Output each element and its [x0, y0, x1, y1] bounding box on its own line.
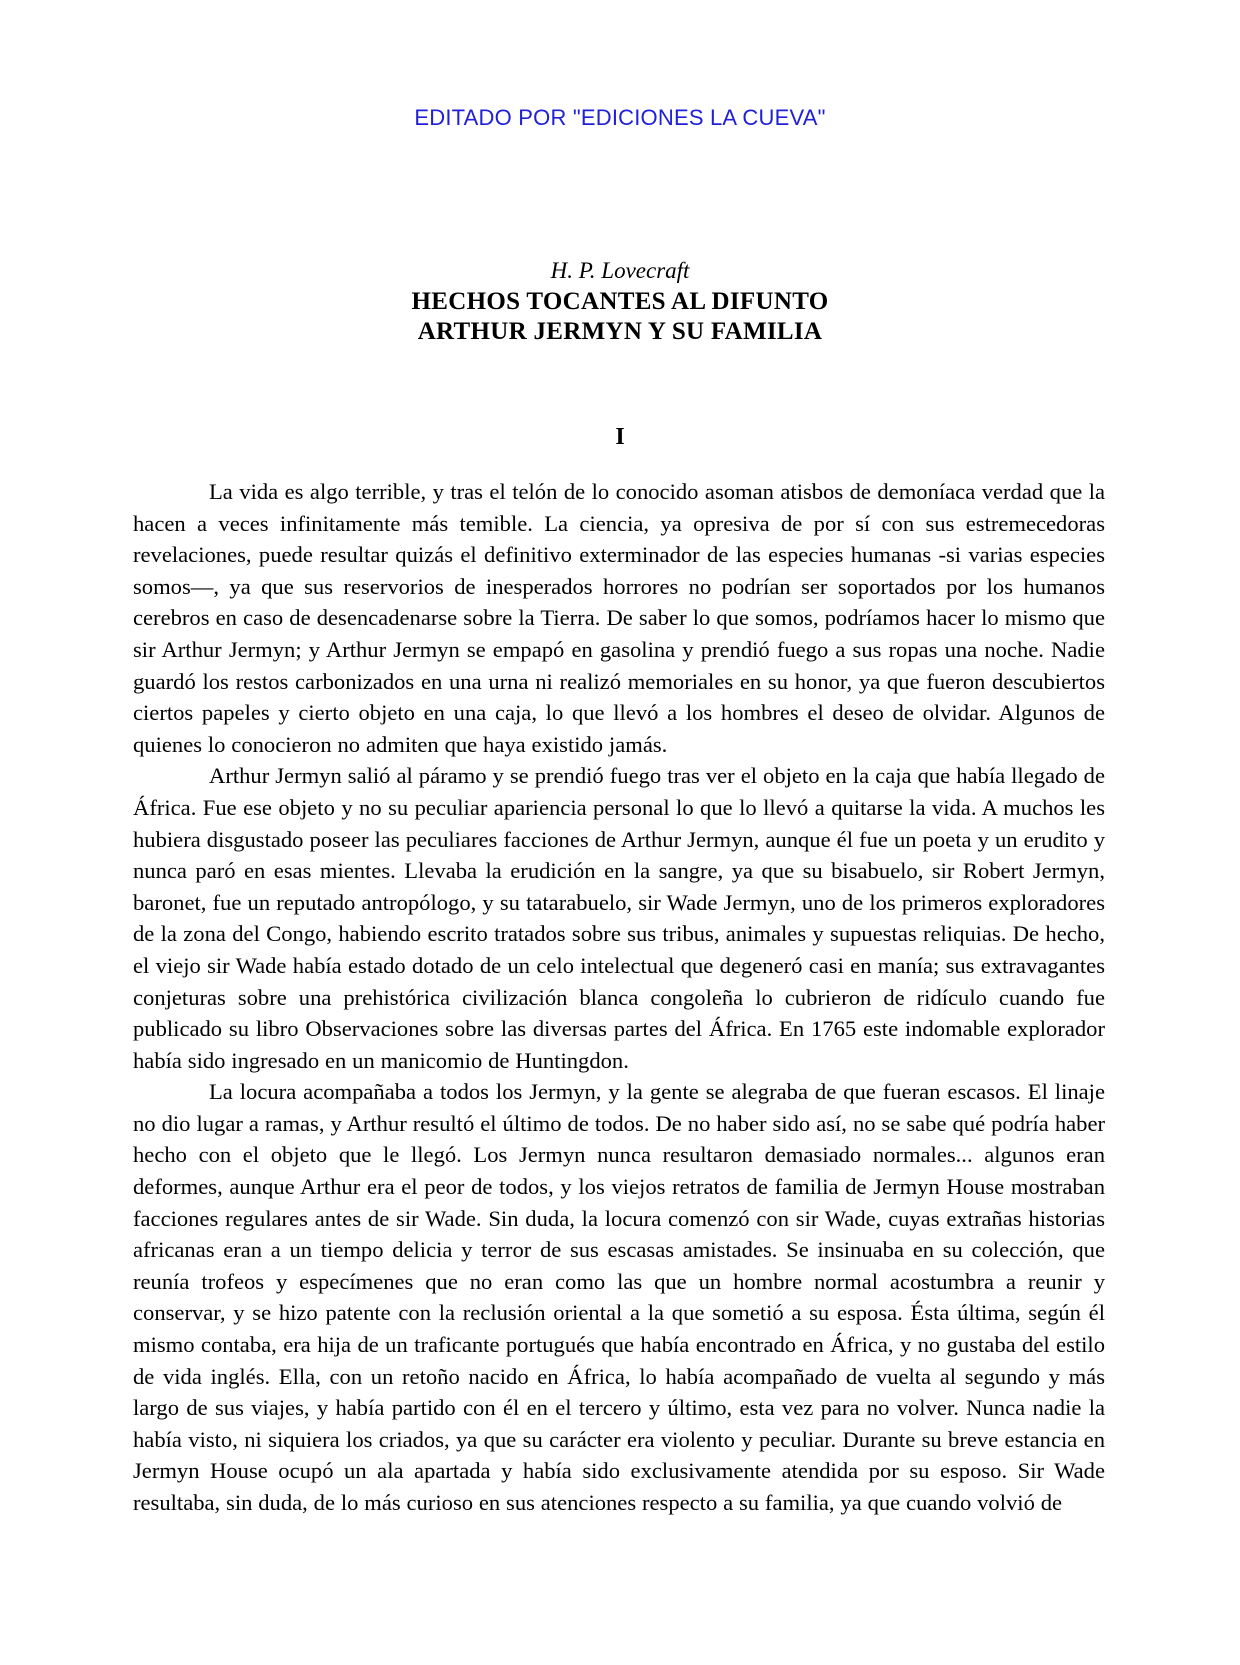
page-title: [0, 287, 1240, 347]
publisher-header: [0, 105, 1240, 131]
author-name: H. P. Lovecraft: [550, 258, 690, 283]
body-paragraph: La locura acompañaba a todos los Jermyn, y la gente se alegraba de que fueran escasos. El linaje no dio lugar a ramas, y Arthur resultó el último de todos. De no haber sido así, no se sabe qué podría haber hecho con el objeto que le llegó. Los Jermyn nunca resultaron demasiado normales... algunos eran deformes, aunque Arthur era el peor de todos, y los viejos retratos de familia de Jermyn House mostraban facciones regulares antes de sir Wade. Sin duda, la locura comenzó con sir Wade, cuyas extrañas historias africanas eran a un tiempo delicia y terror de sus escasas amistades. Se insinuaba en su colección, que reunía trofeos y especímenes que no eran como las que un hombre normal acostumbra a reunir y conservar, y se hizo patente con la reclusión oriental a la que sometió a su esposa. Ésta última, según él mismo contaba, era hija de un traficante portugués que había encontrado en África, y no gustaba del estilo de vida inglés. Ella, con un retoño nacido en África, lo había acompañado de vuelta al segundo y más largo de sus viajes, y había partido con él en el tercero y último, esta vez para no volver. Nunca nadie la había visto, ni siquiera los criados, ya que su carácter era violento y peculiar. Durante su breve estancia en Jermyn House ocupó un ala apartada y había sido exclusivamente atendida por su esposo. Sir Wade resultaba, sin duda, de lo más curioso en sus atenciones respecto a su familia, ya que cuando volvió de: [133, 1079, 1105, 1515]
title-line-1: HECHOS TOCANTES AL DIFUNTO: [411, 288, 829, 315]
body-text: [133, 476, 1105, 1519]
publisher-credit-text: EDITADO POR "EDICIONES LA CUEVA": [414, 105, 826, 130]
body-paragraph: La vida es algo terrible, y tras el telón de lo conocido asoman atisbos de demoníaca verdad que la hacen a veces infinitamente más temible. La ciencia, ya opresiva de por sí con sus estremecedoras revelaciones, puede resultar quizás el definitivo exterminador de las especies humanas -si varias especies somos—, ya que sus reservorios de inesperados horrores no podrían ser soportados por los humanos cerebros en caso de desencadenarse sobre la Tierra. De saber lo que somos, podríamos hacer lo mismo que sir Arthur Jermyn; y Arthur Jermyn se empapó en gasolina y prendió fuego a sus ropas una noche. Nadie guardó los restos carbonizados en una urna ni realizó memoriales en su honor, ya que fueron descubiertos ciertos papeles y cierto objeto en una caja, lo que llevó a los hombres el deseo de olvidar. Algunos de quienes lo conocieron no admiten que haya existido jamás.: [133, 479, 1105, 757]
section-numeral: I: [615, 424, 625, 450]
title-block: [0, 258, 1240, 347]
body-paragraph: Arthur Jermyn salió al páramo y se prendió fuego tras ver el objeto en la caja que había llegado de África. Fue ese objeto y no su peculiar apariencia personal lo que lo llevó a quitarse la vida. A muchos les hubiera disgustado poseer las peculiares facciones de Arthur Jermyn, aunque él fue un poeta y un erudito y nunca paró en esas mientes. Llevaba la erudición en la sangre, ya que su bisabuelo, sir Robert Jermyn, baronet, fue un reputado antropólogo, y su tatarabuelo, sir Wade Jermyn, uno de los primeros exploradores de la zona del Congo, habiendo escrito tratados sobre sus tribus, animales y supuestas reliquias. De hecho, el viejo sir Wade había estado dotado de un celo intelectual que degeneró casi en manía; sus extravagantes conjeturas sobre una prehistórica civilización blanca congoleña lo cubrieron de ridículo cuando fue publicado su libro Observaciones sobre las diversas partes del África. En 1765 este indomable explorador había sido ingresado en un manicomio de Huntingdon.: [133, 763, 1105, 1073]
title-line-2: ARTHUR JERMYN Y SU FAMILIA: [417, 318, 823, 345]
